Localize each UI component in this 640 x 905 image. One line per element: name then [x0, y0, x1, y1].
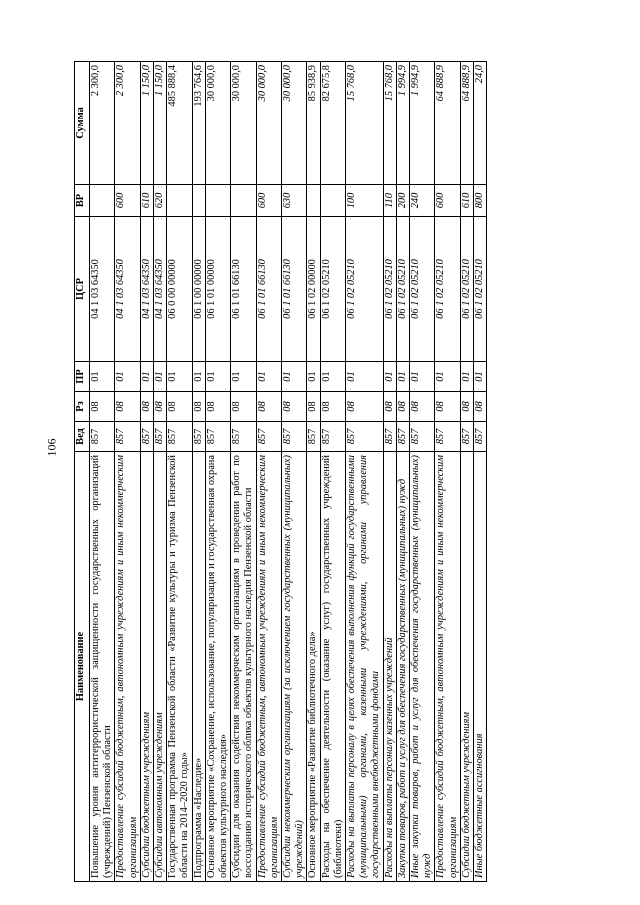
table-row [167, 62, 192, 882]
cell-pr: 01 [474, 362, 487, 392]
cell-csr: 04 1 03 64350 [154, 217, 167, 362]
cell-name: Предоставление субсидий бюджетным, автономным учреждениям и иным некоммерческим организациям [435, 452, 460, 882]
cell-ved: 857 [256, 422, 281, 452]
cell-pr: 01 [140, 362, 153, 392]
cell-name: Субсидии некоммерческим организациям (за исключением государственных (муниципальных) учреждений) [282, 452, 307, 882]
cell-pr: 01 [383, 362, 396, 392]
cell-vr [192, 185, 205, 217]
cell-vr: 200 [396, 185, 409, 217]
table-row [154, 62, 167, 882]
header-sum: Сумма [75, 62, 90, 185]
cell-vr: 600 [256, 185, 281, 217]
cell-sum: 82 675,8 [320, 62, 345, 185]
cell-vr: 610 [460, 185, 473, 217]
cell-rz: 08 [435, 392, 460, 422]
cell-rz: 08 [205, 392, 230, 422]
cell-sum: 30 000,0 [205, 62, 230, 185]
cell-vr [205, 185, 230, 217]
cell-name: Повышение уровня антитеррористической защищенности государственных организаций (учреждений) Пензенской области [90, 452, 115, 882]
cell-sum: 30 000,0 [231, 62, 256, 185]
table-row [282, 62, 307, 882]
cell-csr: 06 1 01 66130 [256, 217, 281, 362]
cell-rz: 08 [383, 392, 396, 422]
header-ved: Вед [75, 422, 90, 452]
cell-sum: 1 150,0 [154, 62, 167, 185]
cell-sum: 1 150,0 [140, 62, 153, 185]
cell-rz: 08 [192, 392, 205, 422]
cell-sum: 1 994,9 [396, 62, 409, 185]
cell-name: Расходы на выплаты персоналу казенных учреждений [383, 452, 396, 882]
cell-name: Субсидии автономным учреждениям [154, 452, 167, 882]
cell-pr: 01 [90, 362, 115, 392]
cell-ved: 857 [396, 422, 409, 452]
table-header-row [75, 62, 90, 882]
table-row [460, 62, 473, 882]
cell-ved: 857 [115, 422, 140, 452]
cell-vr: 100 [346, 185, 384, 217]
cell-ved: 857 [140, 422, 153, 452]
cell-pr: 01 [231, 362, 256, 392]
table-row [346, 62, 384, 882]
cell-vr: 630 [282, 185, 307, 217]
cell-rz: 08 [410, 392, 435, 422]
cell-vr: 610 [140, 185, 153, 217]
cell-name: Подпрограмма «Наследие» [192, 452, 205, 882]
cell-rz: 08 [474, 392, 487, 422]
cell-rz: 08 [90, 392, 115, 422]
cell-name: Субсидии для оказания содействия некоммерческим организациям в проведении работ по воссозданию исторического облика объектов культурного наследия Пензенской области [231, 452, 256, 882]
header-vr: ВР [75, 185, 90, 217]
header-csr: ЦСР [75, 217, 90, 362]
cell-ved: 857 [435, 422, 460, 452]
cell-csr: 06 0 00 00000 [167, 217, 192, 362]
table-row [435, 62, 460, 882]
cell-pr: 01 [410, 362, 435, 392]
cell-pr: 01 [460, 362, 473, 392]
cell-sum: 85 938,9 [307, 62, 320, 185]
cell-rz: 08 [167, 392, 192, 422]
cell-vr: 620 [154, 185, 167, 217]
cell-name: Субсидии бюджетным учреждениям [140, 452, 153, 882]
cell-name: Закупка товаров, работ и услуг для обеспечения государственных (муниципальных) нужд [396, 452, 409, 882]
cell-sum: 193 764,6 [192, 62, 205, 185]
cell-csr: 06 1 01 00000 [205, 217, 230, 362]
cell-ved: 857 [474, 422, 487, 452]
table-row [90, 62, 115, 882]
cell-csr: 06 1 02 05210 [435, 217, 460, 362]
cell-ved: 857 [167, 422, 192, 452]
cell-pr: 01 [346, 362, 384, 392]
table-row [383, 62, 396, 882]
cell-name: Государственная программа Пензенской области «Развитие культуры и туризма Пензенской области на 2014–2020 годы» [167, 452, 192, 882]
cell-vr: 600 [115, 185, 140, 217]
table-row [396, 62, 409, 882]
cell-sum: 2 300,0 [115, 62, 140, 185]
cell-name: Основное мероприятие «Сохранение, использование, популяризация и государственная охрана объектов культурного наследия» [205, 452, 230, 882]
cell-csr: 06 1 02 00000 [307, 217, 320, 362]
cell-name: Иные бюджетные ассигнования [474, 452, 487, 882]
cell-csr: 06 1 00 00000 [192, 217, 205, 362]
cell-pr: 01 [282, 362, 307, 392]
table-row [474, 62, 487, 882]
cell-sum: 30 000,0 [256, 62, 281, 185]
cell-csr: 06 1 02 05210 [346, 217, 384, 362]
cell-pr: 01 [192, 362, 205, 392]
cell-csr: 06 1 02 05210 [410, 217, 435, 362]
cell-ved: 857 [231, 422, 256, 452]
cell-pr: 01 [435, 362, 460, 392]
cell-rz: 08 [154, 392, 167, 422]
table-row [410, 62, 435, 882]
header-pr: ПР [75, 362, 90, 392]
cell-vr: 600 [435, 185, 460, 217]
cell-ved: 857 [205, 422, 230, 452]
cell-rz: 08 [460, 392, 473, 422]
cell-sum: 30 000,0 [282, 62, 307, 185]
cell-csr: 06 1 02 05210 [320, 217, 345, 362]
cell-vr: 240 [410, 185, 435, 217]
cell-sum: 15 768,0 [346, 62, 384, 185]
cell-sum: 64 888,9 [435, 62, 460, 185]
cell-rz: 08 [231, 392, 256, 422]
rotated-table-container [74, 62, 594, 882]
cell-vr: 800 [474, 185, 487, 217]
table-row [320, 62, 345, 882]
cell-csr: 04 1 03 64350 [140, 217, 153, 362]
cell-name: Расходы на выплаты персоналу в целях обеспечения выполнения функций государственными (муниципальными) органами, казенными учреждениями, органами управления государственными внебюджетными фондами [346, 452, 384, 882]
cell-pr: 01 [115, 362, 140, 392]
cell-ved: 857 [154, 422, 167, 452]
cell-sum: 24,0 [474, 62, 487, 185]
cell-pr: 01 [320, 362, 345, 392]
cell-name: Основное мероприятие «Развитие библиотечного дела» [307, 452, 320, 882]
cell-name: Иные закупки товаров, работ и услуг для обеспечения государственных (муниципальных) нужд [410, 452, 435, 882]
table-row [140, 62, 153, 882]
cell-csr: 06 1 02 05210 [383, 217, 396, 362]
cell-sum: 485 888,4 [167, 62, 192, 185]
cell-ved: 857 [192, 422, 205, 452]
budget-table [74, 61, 487, 882]
cell-vr: 110 [383, 185, 396, 217]
cell-pr: 01 [205, 362, 230, 392]
table-row [307, 62, 320, 882]
cell-csr: 06 1 02 05210 [474, 217, 487, 362]
cell-rz: 08 [346, 392, 384, 422]
cell-pr: 01 [167, 362, 192, 392]
cell-ved: 857 [90, 422, 115, 452]
cell-sum: 15 768,0 [383, 62, 396, 185]
cell-pr: 01 [396, 362, 409, 392]
page-number: 106 [44, 438, 59, 457]
cell-sum: 64 888,9 [460, 62, 473, 185]
cell-name: Предоставление субсидий бюджетным, автономным учреждениям и иным некоммерческим организациям [256, 452, 281, 882]
table-row [256, 62, 281, 882]
table-row [205, 62, 230, 882]
cell-vr [307, 185, 320, 217]
cell-vr [231, 185, 256, 217]
cell-rz: 08 [256, 392, 281, 422]
cell-rz: 08 [115, 392, 140, 422]
cell-ved: 857 [320, 422, 345, 452]
cell-name: Предоставление субсидий бюджетным, автономным учреждениям и иным некоммерческим организациям [115, 452, 140, 882]
cell-rz: 08 [320, 392, 345, 422]
cell-csr: 06 1 02 05210 [460, 217, 473, 362]
cell-pr: 01 [256, 362, 281, 392]
cell-vr [90, 185, 115, 217]
cell-csr: 04 1 03 64350 [90, 217, 115, 362]
cell-name: Расходы на обеспечение деятельности (оказание услуг) государственных учреждений (библиотеки) [320, 452, 345, 882]
table-row [231, 62, 256, 882]
cell-pr: 01 [154, 362, 167, 392]
cell-csr: 06 1 01 66130 [231, 217, 256, 362]
header-name: Наименование [75, 452, 90, 882]
cell-csr: 04 1 03 64350 [115, 217, 140, 362]
cell-vr [320, 185, 345, 217]
header-rz: Рз [75, 392, 90, 422]
cell-sum: 2 300,0 [90, 62, 115, 185]
cell-ved: 857 [346, 422, 384, 452]
cell-ved: 857 [383, 422, 396, 452]
cell-pr: 01 [307, 362, 320, 392]
cell-rz: 08 [140, 392, 153, 422]
cell-csr: 06 1 01 66130 [282, 217, 307, 362]
cell-sum: 1 994,9 [410, 62, 435, 185]
cell-vr [167, 185, 192, 217]
cell-ved: 857 [282, 422, 307, 452]
cell-ved: 857 [410, 422, 435, 452]
cell-rz: 08 [282, 392, 307, 422]
table-row [115, 62, 140, 882]
cell-ved: 857 [307, 422, 320, 452]
cell-rz: 08 [307, 392, 320, 422]
cell-ved: 857 [460, 422, 473, 452]
cell-csr: 06 1 02 05210 [396, 217, 409, 362]
table-row [192, 62, 205, 882]
cell-name: Субсидии бюджетным учреждениям [460, 452, 473, 882]
cell-rz: 08 [396, 392, 409, 422]
